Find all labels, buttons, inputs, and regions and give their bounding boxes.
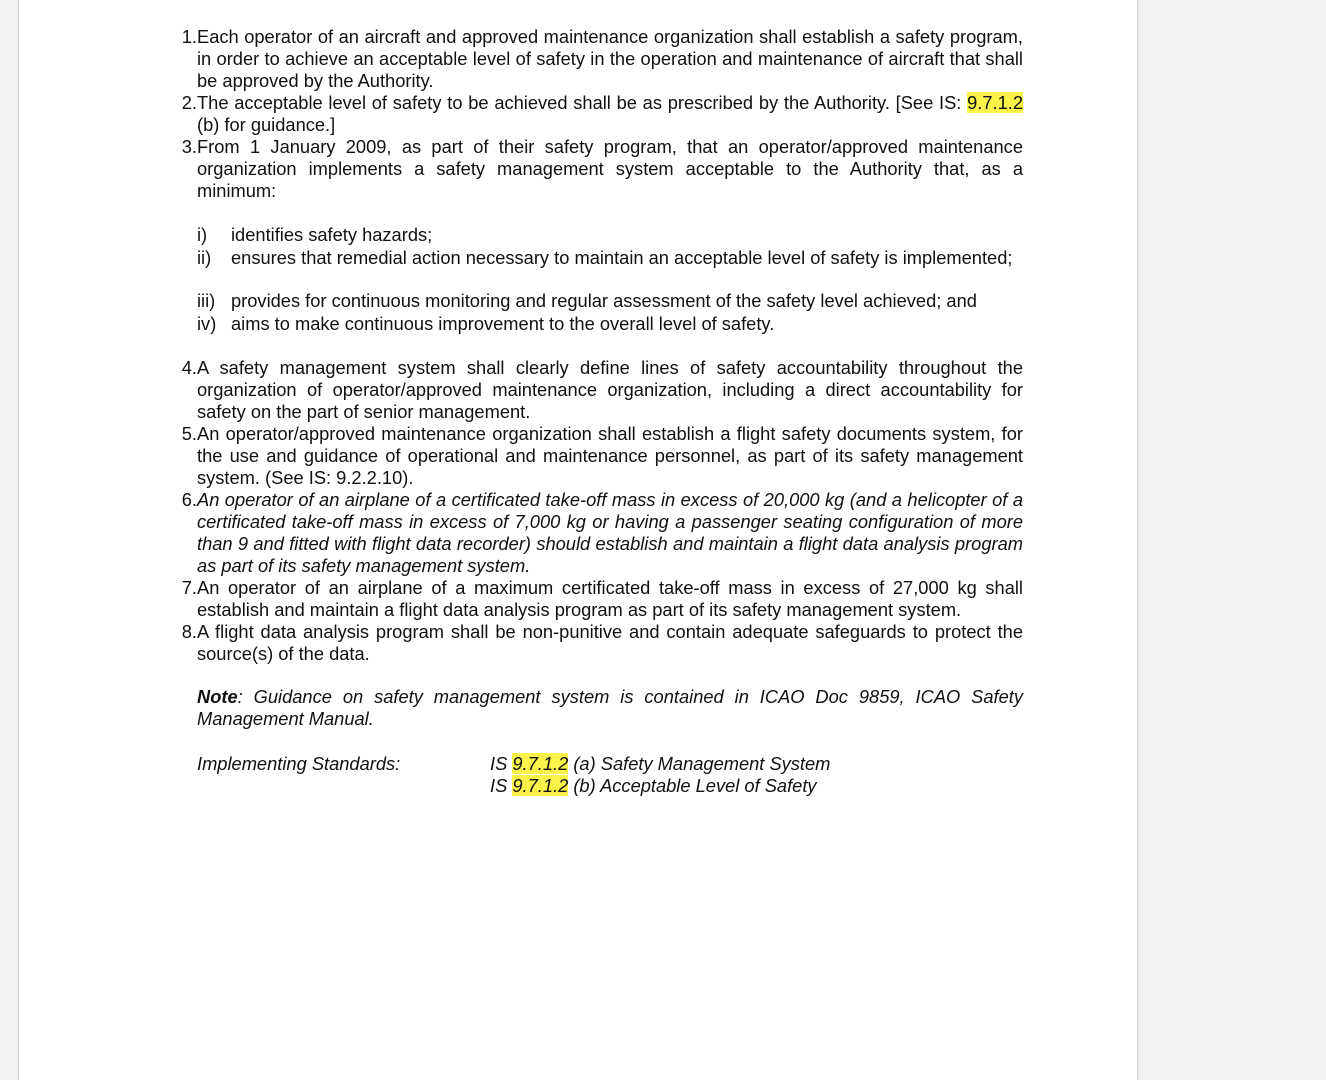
list-item-text-part: (b) for guidance.] <box>197 114 336 135</box>
list-item-number: 3. <box>181 136 197 157</box>
list-item-text: An operator/approved maintenance organization shall establish a flight safety documents system, for the use and guidance of operational and maintenance personnel, as part of its safety management system. (See IS: 9.2.2.10). <box>197 423 1023 488</box>
list-item-text: An operator of an airplane of a certificated take-off mass in excess of 20,000 kg (and a helicopter of a certificated take-off mass in excess of 7,000 kg or having a passenger seating configuration of more than 9 and fitted with flight data recorder) should establish and maintain a flight data analysis program as part of its safety management system. <box>197 489 1023 576</box>
note-text: : Guidance on safety management system is contained in ICAO Doc 9859, ICAO Safety Management Manual. <box>197 686 1023 729</box>
document-page <box>18 0 1138 1080</box>
sub-list-item-number: i) <box>197 224 208 245</box>
list-item-text-part: The acceptable level of safety to be achieved shall be as prescribed by the Authority. [See IS: <box>197 92 968 113</box>
search-highlight: 9.7.1.2 <box>512 753 569 774</box>
list-item-number: 5. <box>181 423 197 444</box>
list-item-number: 7. <box>181 577 197 598</box>
list-item-text: From 1 January 2009, as part of their safety program, that an operator/approved maintenance organization implements a safety management system acceptable to the Authority that, as a minimum: <box>197 136 1023 201</box>
list-item-text: A flight data analysis program shall be non-punitive and contain adequate safeguards to protect the source(s) of the data. <box>197 621 1023 664</box>
implementing-standards-list <box>490 753 830 797</box>
sub-list-item-number: iv) <box>197 313 217 334</box>
sub-list-item-number: ii) <box>197 247 212 268</box>
sub-list-item-number: iii) <box>197 290 216 311</box>
list-item-text <box>197 92 1023 136</box>
list-item-number: 1. <box>181 26 197 47</box>
list-item-number: 6. <box>181 489 197 510</box>
standard-title: (b) Acceptable Level of Safety <box>568 775 817 796</box>
list-item-number: 8. <box>181 621 197 642</box>
sub-list-item-text: ensures that remedial action necessary to maintain an acceptable level of safety is implemented; <box>231 247 1013 268</box>
list-item-text: Each operator of an aircraft and approved maintenance organization shall establish a safety program, in order to achieve an acceptable level of safety in the operation and maintenance of aircraft that shall be approved by the Authority. <box>197 26 1023 91</box>
standard-prefix: IS <box>490 753 513 774</box>
sub-list-item-text: aims to make continuous improvement to the overall level of safety. <box>231 313 775 334</box>
search-highlight: 9.7.1.2 <box>512 775 569 796</box>
sub-list-item-text: provides for continuous monitoring and regular assessment of the safety level achieved; and <box>231 290 977 311</box>
standard-prefix: IS <box>490 775 513 796</box>
sub-list-item-text: identifies safety hazards; <box>231 224 433 245</box>
guidance-note <box>197 686 1023 730</box>
list-item-number: 4. <box>181 357 197 378</box>
list-item-text: A safety management system shall clearly define lines of safety accountability throughout the organization of operator/approved maintenance organization, including a direct accountability for safety on the part of senior management. <box>197 357 1023 422</box>
implementing-standard-b <box>490 775 830 797</box>
note-label: Note <box>197 686 238 707</box>
list-item-number: 2. <box>181 92 197 113</box>
standard-title: (a) Safety Management System <box>568 753 831 774</box>
list-item-text: An operator of an airplane of a maximum certificated take-off mass in excess of 27,000 kg shall establish and maintain a flight data analysis program as part of its safety management system. <box>197 577 1023 620</box>
implementing-standard-a <box>490 753 830 775</box>
search-highlight: 9.7.1.2 <box>967 92 1023 113</box>
implementing-standards-label: Implementing Standards: <box>197 753 401 774</box>
